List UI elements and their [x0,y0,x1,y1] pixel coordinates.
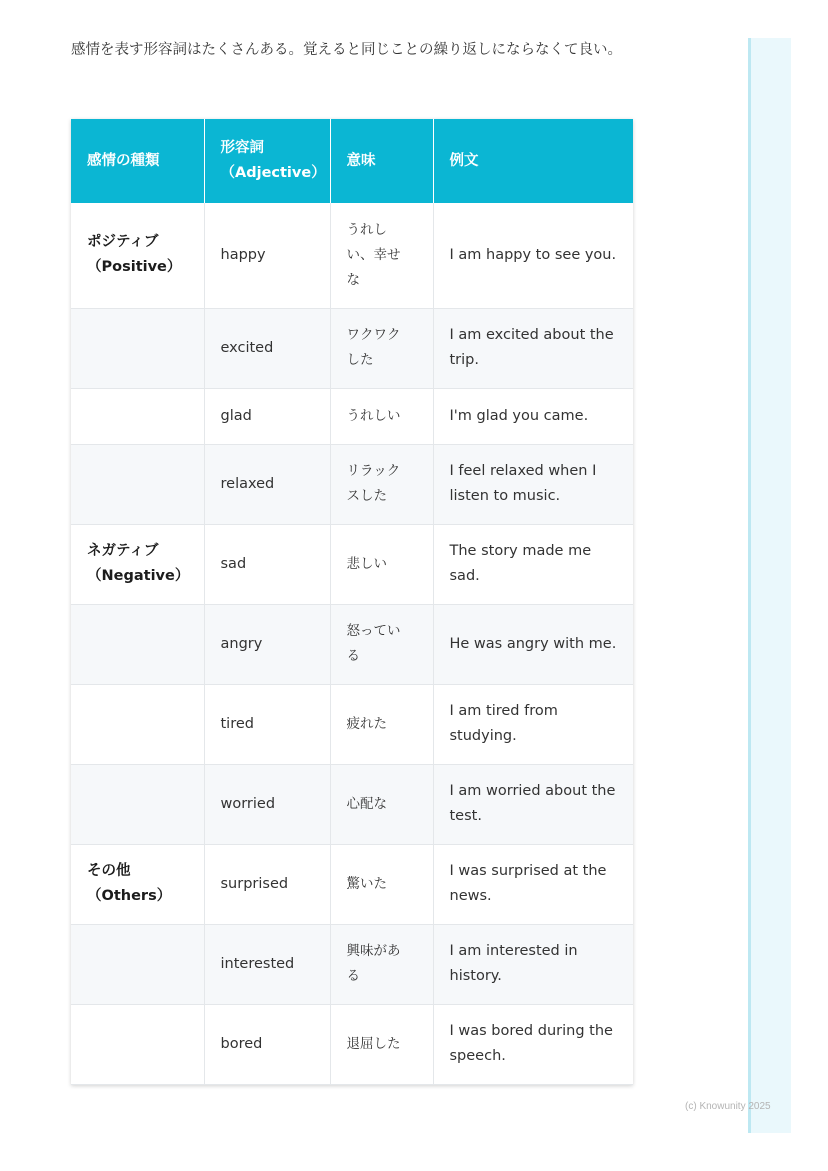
adjective-cell [204,444,330,524]
meaning-cell [330,684,433,764]
meaning-cell [330,524,433,604]
category-cell [71,844,204,924]
adjective-cell-text: surprised [220,875,289,892]
category-cell [71,524,204,604]
table-row [71,844,633,924]
meaning-cell-text: 退屈した [346,1035,401,1052]
example-cell [433,924,633,1004]
adjective-cell [204,308,330,388]
meaning-cell [330,764,433,844]
intro-text: 感情を表す形容詞はたくさんある。覚えると同じことの繰り返しにならなくて良い。 [71,42,622,58]
example-cell [433,684,633,764]
adjective-cell-text: bored [220,1035,263,1052]
meaning-cell-text: 悲しい [346,555,387,572]
table-row [71,308,633,388]
copyright-footer: (c) Knowunity 2025 [685,1101,771,1112]
meaning-cell-text: 興味がある [346,943,401,984]
example-cell [433,524,633,604]
table-row [71,524,633,604]
adjective-cell-text: interested [220,955,295,972]
example-cell-text: I am interested in history. [449,943,578,984]
adjective-cell-text: sad [220,555,247,572]
meaning-cell-text: 怒っている [346,623,401,664]
example-cell-text: I am happy to see you. [449,246,617,263]
adjective-cell-text: glad [220,407,252,424]
example-cell-text: The story made me sad. [449,543,592,584]
example-cell [433,1004,633,1084]
category-cell-text: その他（Others） [87,863,172,904]
adjective-cell [204,1004,330,1084]
meaning-cell [330,444,433,524]
example-cell [433,604,633,684]
category-cell [71,203,204,308]
meaning-cell-text: ワクワクした [346,327,401,368]
header-adjective: 形容詞（Adjective） [204,119,330,203]
header-category: 感情の種類 [71,119,204,203]
meaning-cell [330,1004,433,1084]
meaning-cell [330,924,433,1004]
example-cell [433,388,633,444]
adjective-cell-text: angry [220,635,263,652]
adjective-cell-text: excited [220,339,274,356]
example-cell [433,308,633,388]
adjective-cell [204,524,330,604]
category-cell [71,388,204,444]
table-row [71,388,633,444]
category-cell [71,444,204,524]
meaning-cell [330,604,433,684]
meaning-cell [330,203,433,308]
header-meaning: 意味 [330,119,433,203]
example-cell [433,844,633,924]
table-header-row [71,119,633,203]
example-cell-text: I feel relaxed when I listen to music. [449,463,597,504]
meaning-cell-text: うれしい [346,407,401,424]
adjective-cell-text: relaxed [220,475,275,492]
adjective-cell-text: worried [220,795,276,812]
adjective-table [71,119,633,1085]
category-cell [71,764,204,844]
side-panel [748,38,791,1133]
category-cell [71,308,204,388]
example-cell [433,444,633,524]
adjective-cell-text: happy [220,246,266,263]
example-cell-text: I am excited about the trip. [449,327,614,368]
example-cell-text: I am worried about the test. [449,783,616,824]
table-row [71,684,633,764]
meaning-cell-text: リラックスした [346,463,401,504]
adjective-cell [204,924,330,1004]
example-cell-text: I am tired from studying. [449,703,558,744]
example-cell-text: I was bored during the speech. [449,1023,613,1064]
meaning-cell [330,388,433,444]
adjective-cell-text: tired [220,715,254,732]
example-cell-text: I was surprised at the news. [449,863,607,904]
meaning-cell-text: 疲れた [346,715,387,732]
meaning-cell-text: 心配な [346,795,387,812]
adjective-cell [204,844,330,924]
meaning-cell [330,844,433,924]
example-cell-text: He was angry with me. [449,635,617,652]
adjective-cell [204,388,330,444]
category-cell [71,1004,204,1084]
example-cell-text: I'm glad you came. [449,407,589,424]
category-cell [71,604,204,684]
example-cell [433,203,633,308]
category-cell-text: ネガティブ（Negative） [87,543,190,584]
meaning-cell-text: うれしい、幸せな [346,221,401,288]
adjective-cell [204,604,330,684]
adjective-cell [204,684,330,764]
example-cell [433,764,633,844]
table-row [71,604,633,684]
meaning-cell-text: 驚いた [346,875,387,892]
meaning-cell [330,308,433,388]
category-cell [71,924,204,1004]
category-cell-text: ポジティブ（Positive） [87,234,182,276]
table-row [71,1004,633,1084]
table-row [71,924,633,1004]
header-example: 例文 [433,119,633,203]
table-row [71,764,633,844]
adjective-cell [204,764,330,844]
adjective-cell [204,203,330,308]
table-row [71,203,633,308]
table-row [71,444,633,524]
category-cell [71,684,204,764]
